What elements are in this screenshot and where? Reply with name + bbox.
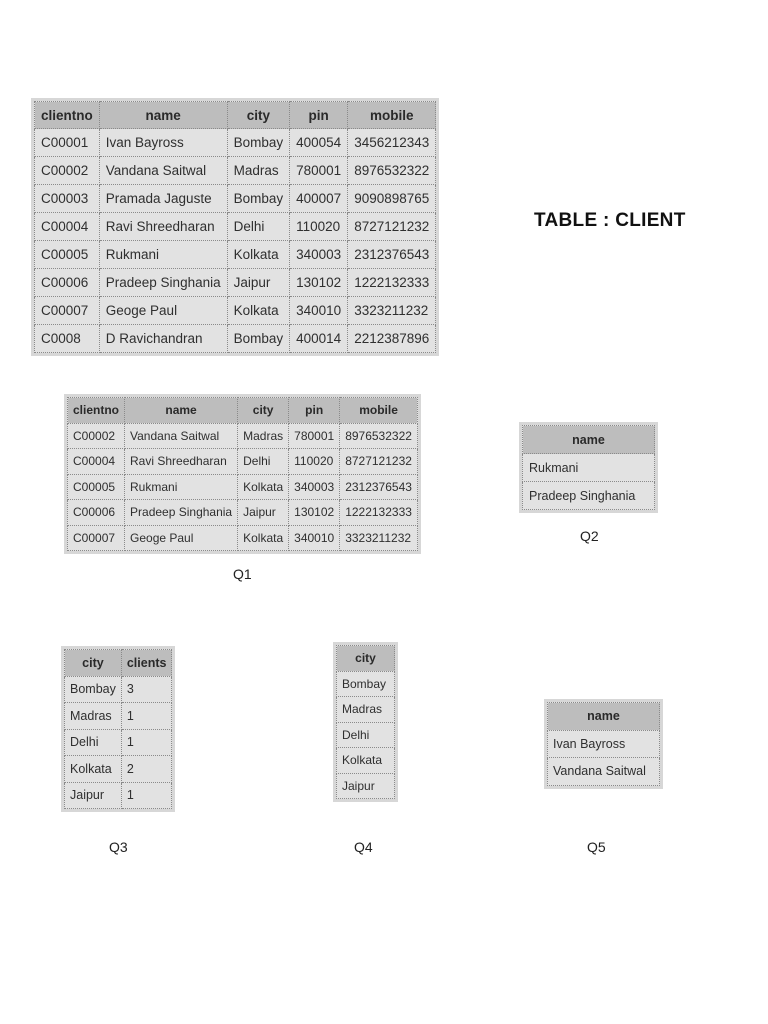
cell-name: Pramada Jaguste bbox=[99, 185, 227, 213]
cell-city: Bombay bbox=[227, 325, 290, 353]
cell-name: Ravi Shreedharan bbox=[125, 449, 238, 475]
table-row bbox=[65, 729, 172, 756]
column-header-pin: pin bbox=[290, 102, 348, 129]
cell-clientno: C00006 bbox=[68, 500, 125, 526]
table-row bbox=[35, 241, 436, 269]
table-header-row bbox=[35, 102, 436, 129]
cell-clientno: C00002 bbox=[68, 423, 125, 449]
table-header-row bbox=[523, 426, 655, 454]
column-header-clientno: clientno bbox=[35, 102, 100, 129]
table-row bbox=[35, 297, 436, 325]
cell-clientno: C00001 bbox=[35, 129, 100, 157]
table-row bbox=[65, 703, 172, 730]
cell-mobile: 3456212343 bbox=[348, 129, 436, 157]
column-header-mobile: mobile bbox=[348, 102, 436, 129]
table-row bbox=[68, 474, 418, 500]
cell-clientno: C00006 bbox=[35, 269, 100, 297]
cell-city: Bombay bbox=[227, 129, 290, 157]
table-row bbox=[68, 500, 418, 526]
cell-pin: 400014 bbox=[290, 325, 348, 353]
cell-city: Jaipur bbox=[227, 269, 290, 297]
cell-name: Rukmani bbox=[125, 474, 238, 500]
table-row bbox=[35, 269, 436, 297]
table-row bbox=[68, 525, 418, 551]
cell-city: Bombay bbox=[337, 671, 395, 697]
q5-result-table bbox=[547, 702, 660, 786]
cell-name: Vandana Saitwal bbox=[125, 423, 238, 449]
cell-pin: 780001 bbox=[289, 423, 340, 449]
table-row bbox=[65, 782, 172, 809]
q2-result-table bbox=[522, 425, 655, 510]
cell-city: Madras bbox=[227, 157, 290, 185]
cell-name: D Ravichandran bbox=[99, 325, 227, 353]
cell-name: Ivan Bayross bbox=[99, 129, 227, 157]
cell-mobile: 2312376543 bbox=[348, 241, 436, 269]
cell-city: Kolkata bbox=[65, 756, 122, 783]
table-row bbox=[68, 423, 418, 449]
cell-clients: 3 bbox=[121, 676, 172, 703]
cell-city: Kolkata bbox=[227, 241, 290, 269]
column-header-clientno: clientno bbox=[68, 398, 125, 424]
column-header-city: city bbox=[238, 398, 289, 424]
cell-city: Kolkata bbox=[238, 525, 289, 551]
page-title: TABLE : CLIENT bbox=[534, 210, 686, 231]
cell-city: Bombay bbox=[65, 676, 122, 703]
column-header-name: name bbox=[125, 398, 238, 424]
cell-clients: 1 bbox=[121, 703, 172, 730]
table-row bbox=[337, 722, 395, 748]
cell-name: Ivan Bayross bbox=[548, 730, 660, 758]
table-header-row bbox=[337, 646, 395, 672]
column-header-city: city bbox=[65, 650, 122, 677]
cell-clientno: C00007 bbox=[35, 297, 100, 325]
q5-caption: Q5 bbox=[587, 839, 606, 855]
cell-city: Kolkata bbox=[238, 474, 289, 500]
table-row bbox=[35, 157, 436, 185]
table-row bbox=[65, 756, 172, 783]
table-header-row bbox=[65, 650, 172, 677]
column-header-city: city bbox=[337, 646, 395, 672]
cell-city: Delhi bbox=[65, 729, 122, 756]
table-row bbox=[68, 449, 418, 475]
cell-pin: 110020 bbox=[289, 449, 340, 475]
cell-mobile: 8976532322 bbox=[340, 423, 418, 449]
cell-mobile: 1222132333 bbox=[348, 269, 436, 297]
cell-clientno: C00002 bbox=[35, 157, 100, 185]
cell-clientno: C00003 bbox=[35, 185, 100, 213]
column-header-clients: clients bbox=[121, 650, 172, 677]
cell-clients: 1 bbox=[121, 782, 172, 809]
cell-name: Vandana Saitwal bbox=[99, 157, 227, 185]
cell-pin: 400007 bbox=[290, 185, 348, 213]
cell-mobile: 9090898765 bbox=[348, 185, 436, 213]
cell-clients: 1 bbox=[121, 729, 172, 756]
q1-caption: Q1 bbox=[233, 566, 252, 582]
cell-name: Geoge Paul bbox=[125, 525, 238, 551]
table-row bbox=[35, 325, 436, 353]
cell-name: Rukmani bbox=[523, 454, 655, 482]
column-header-pin: pin bbox=[289, 398, 340, 424]
table-header-row bbox=[68, 398, 418, 424]
cell-pin: 780001 bbox=[290, 157, 348, 185]
cell-city: Delhi bbox=[227, 213, 290, 241]
cell-city: Madras bbox=[238, 423, 289, 449]
cell-name: Vandana Saitwal bbox=[548, 758, 660, 786]
cell-pin: 400054 bbox=[290, 129, 348, 157]
cell-name: Rukmani bbox=[99, 241, 227, 269]
cell-pin: 340003 bbox=[290, 241, 348, 269]
column-header-city: city bbox=[227, 102, 290, 129]
cell-name: Pradeep Singhania bbox=[99, 269, 227, 297]
cell-city: Delhi bbox=[337, 722, 395, 748]
cell-pin: 130102 bbox=[289, 500, 340, 526]
table-row bbox=[337, 671, 395, 697]
cell-mobile: 2312376543 bbox=[340, 474, 418, 500]
cell-clientno: C00005 bbox=[68, 474, 125, 500]
cell-mobile: 3323211232 bbox=[348, 297, 436, 325]
table-row bbox=[548, 730, 660, 758]
cell-pin: 340010 bbox=[289, 525, 340, 551]
column-header-mobile: mobile bbox=[340, 398, 418, 424]
cell-mobile: 3323211232 bbox=[340, 525, 418, 551]
cell-city: Jaipur bbox=[238, 500, 289, 526]
cell-city: Madras bbox=[337, 697, 395, 723]
cell-mobile: 8727121232 bbox=[348, 213, 436, 241]
cell-city: Kolkata bbox=[337, 748, 395, 774]
client-table bbox=[34, 101, 436, 353]
table-row bbox=[65, 676, 172, 703]
cell-mobile: 8727121232 bbox=[340, 449, 418, 475]
table-row bbox=[35, 185, 436, 213]
cell-clientno: C00004 bbox=[68, 449, 125, 475]
q3-caption: Q3 bbox=[109, 839, 128, 855]
cell-city: Kolkata bbox=[227, 297, 290, 325]
cell-city: Jaipur bbox=[337, 773, 395, 799]
table-row bbox=[337, 697, 395, 723]
cell-city: Bombay bbox=[227, 185, 290, 213]
column-header-name: name bbox=[523, 426, 655, 454]
cell-city: Jaipur bbox=[65, 782, 122, 809]
table-row bbox=[337, 773, 395, 799]
column-header-name: name bbox=[99, 102, 227, 129]
q3-result-table bbox=[64, 649, 172, 809]
q4-caption: Q4 bbox=[354, 839, 373, 855]
cell-pin: 130102 bbox=[290, 269, 348, 297]
table-row bbox=[523, 482, 655, 510]
table-row bbox=[548, 758, 660, 786]
q2-caption: Q2 bbox=[580, 528, 599, 544]
cell-clients: 2 bbox=[121, 756, 172, 783]
cell-mobile: 2212387896 bbox=[348, 325, 436, 353]
q1-result-table bbox=[67, 397, 418, 551]
cell-clientno: C0008 bbox=[35, 325, 100, 353]
cell-mobile: 8976532322 bbox=[348, 157, 436, 185]
table-row bbox=[523, 454, 655, 482]
cell-pin: 340003 bbox=[289, 474, 340, 500]
table-row bbox=[35, 129, 436, 157]
cell-pin: 110020 bbox=[290, 213, 348, 241]
cell-city: Madras bbox=[65, 703, 122, 730]
cell-name: Pradeep Singhania bbox=[125, 500, 238, 526]
cell-name: Ravi Shreedharan bbox=[99, 213, 227, 241]
q4-result-table bbox=[336, 645, 395, 799]
table-row bbox=[337, 748, 395, 774]
cell-name: Geoge Paul bbox=[99, 297, 227, 325]
cell-clientno: C00005 bbox=[35, 241, 100, 269]
table-row bbox=[35, 213, 436, 241]
cell-name: Pradeep Singhania bbox=[523, 482, 655, 510]
table-header-row bbox=[548, 703, 660, 731]
column-header-name: name bbox=[548, 703, 660, 731]
cell-city: Delhi bbox=[238, 449, 289, 475]
cell-pin: 340010 bbox=[290, 297, 348, 325]
cell-clientno: C00007 bbox=[68, 525, 125, 551]
cell-clientno: C00004 bbox=[35, 213, 100, 241]
cell-mobile: 1222132333 bbox=[340, 500, 418, 526]
